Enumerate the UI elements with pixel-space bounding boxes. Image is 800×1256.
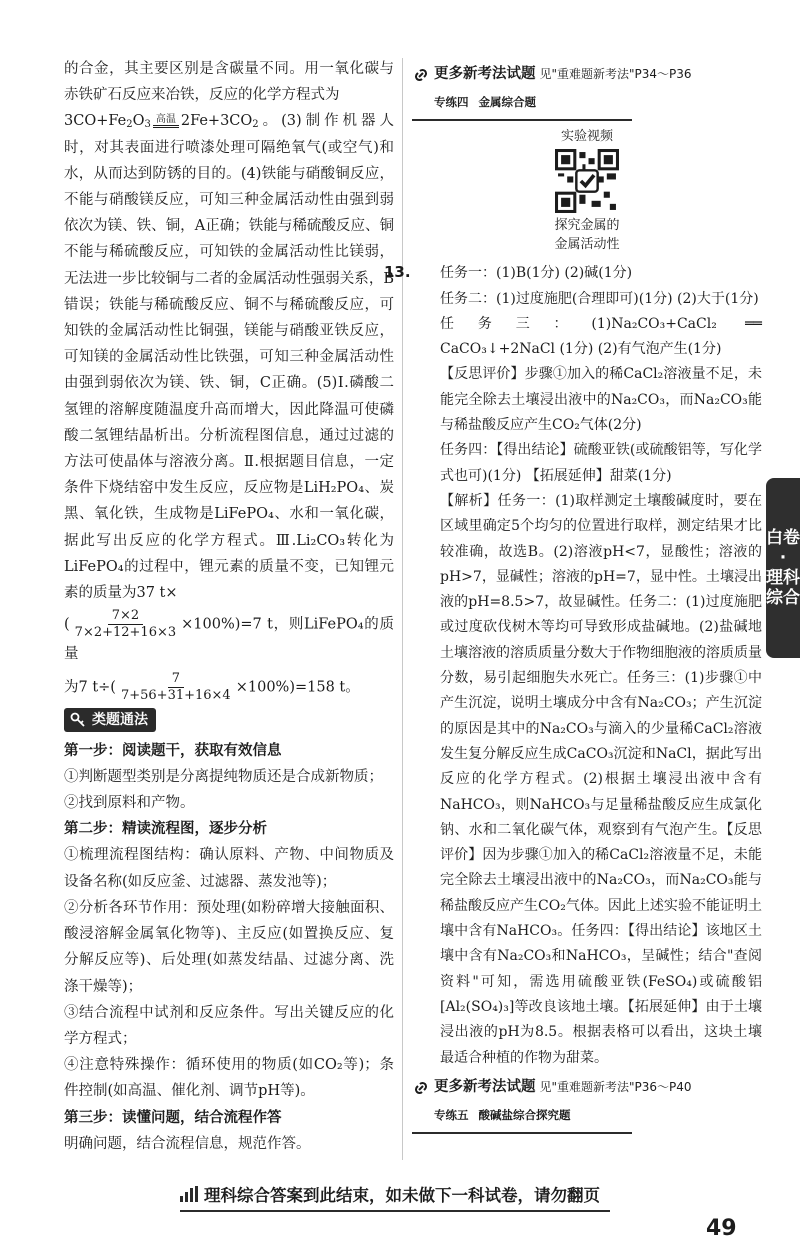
step-1-heading: 第一步：阅读题干，获取有效信息 [64, 742, 282, 759]
page-number: 49 [706, 1216, 737, 1241]
end-notice [180, 1180, 600, 1208]
more-sub-1-a: 专练四 [434, 95, 469, 109]
fraction-line-2 [64, 671, 394, 704]
frac1-tail: ×100%)=7 t，则LiFePO₄的质量 [64, 616, 394, 663]
side-tab-dot: · [779, 548, 787, 568]
question-13-task-4: 任务四：【得出结论】硫酸亚铁(或硫酸铝等，写化学式也可)(1分) 【拓展延伸】甜菜(1分) [440, 442, 762, 484]
fraction-2 [117, 671, 235, 704]
side-tab-line-1: 白卷 [766, 528, 800, 548]
more-sub-2-b: 酸碱盐综合探究题 [478, 1107, 571, 1122]
eq1-lhs-o: O [132, 113, 145, 130]
equation-and-explanation [64, 108, 394, 606]
signal-bars-icon [180, 1186, 198, 1202]
right-column [384, 62, 762, 1140]
step-2-item-c: ③结合流程中试剂和反应条件。写出关键反应的化学方程式； [64, 1004, 394, 1047]
more-questions-header-1 [412, 62, 762, 88]
frac2-denominator: 7+56+31+16×4 [120, 688, 231, 704]
step-2-item-a: ①梳理流程图结构：确认原料、产物、中间物质及设备名称(如反应釜、过滤器、蒸发池等)； [64, 847, 394, 890]
question-13-reflection: 【反思评价】步骤①加入的稀CaCl₂溶液量不足，未能完全除去土壤浸出液中的Na₂CO₃，而Na₂CO₃能与稀盐酸反应产生CO₂气体(2分) [440, 366, 762, 434]
left-paragraph-1: 的合金，其主要区别是含碳量不同。用一氧化碳与赤铁矿石反应来冶铁，反应的化学方程式为 [64, 61, 394, 104]
more-sub-1-b: 金属综合题 [478, 95, 536, 109]
qr-code-icon[interactable] [555, 149, 619, 213]
video-title: 实验视频 [560, 129, 613, 145]
step-2-item-d: ④注意特殊操作：循环使用的物质(如CO₂等)；条件控制(如高温、催化剂、调节pH等)。 [64, 1057, 394, 1100]
more-sub-2-a: 专练五 [434, 1107, 469, 1122]
key-icon [70, 712, 86, 728]
more-title-2: 更多新考法试题 [434, 1079, 536, 1096]
eq1-condition: 高温 [155, 113, 176, 125]
video-caption-2: 金属活动性 [554, 237, 620, 253]
eq1-rhs-sub: 2 [252, 119, 259, 131]
question-13-number: 13. [384, 263, 411, 282]
link-icon [412, 1079, 430, 1097]
more-title-1: 更多新考法试题 [434, 66, 536, 83]
fraction-1 [71, 608, 180, 641]
eq1-bar [153, 125, 179, 128]
link-icon [412, 66, 430, 84]
subject-side-tab [766, 478, 800, 658]
question-13-task-1 [384, 260, 762, 286]
more-sub-1 [412, 88, 632, 121]
frac1-denominator: 7×2+12+16×3 [74, 625, 177, 641]
more-ref-1: 见"重难题新考法"P34～P36 [539, 67, 692, 82]
step-2-heading: 第二步：精读流程图，逐步分析 [64, 821, 267, 838]
question-13-task-1-text: 任务一：(1)B(1分) (2)碱(1分) [440, 265, 633, 282]
frac2-pre: 为7 t÷( [64, 679, 116, 696]
footer-rule [180, 1210, 610, 1212]
more-sub-2 [412, 1101, 632, 1134]
left-column [64, 56, 394, 1157]
more-ref-2: 见"重难题新考法"P36～P40 [539, 1080, 692, 1095]
end-notice-text: 理科综合答案到此结束，如未做下一科试卷，请勿翻页 [204, 1186, 600, 1205]
step-1-item-b: ②找到原料和产物。 [64, 795, 195, 812]
method-label: 类题通法 [92, 712, 148, 729]
eq1-lhs: 3CO+Fe [64, 113, 127, 130]
step-3-heading: 第三步：读懂问题，结合流程作答 [64, 1109, 282, 1126]
side-tab-line-2: 理科综合 [766, 568, 800, 608]
column-divider [402, 58, 403, 1160]
fraction-line-1 [64, 608, 394, 667]
eq1-condition-arrow [153, 115, 179, 128]
question-13-task-3: 任务三：(1)Na₂CO₃+CaCl₂ ══ CaCO₃↓+2NaCl (1分) (2)有气泡产生(1分) [440, 315, 762, 358]
method-label-badge [64, 708, 156, 732]
frac1-open: ( [64, 616, 70, 633]
more-questions-header-2 [412, 1075, 762, 1101]
frac1-numerator: 7×2 [108, 608, 143, 625]
step-2-item-b: ②分析各环节作用：预处理(如粉碎增大接触面积、酸浸溶解金属氧化物等)、主反应(如置换反应、复分解反应等)、后处理(如蒸发结晶、过滤分离、洗涤干燥等)； [64, 899, 394, 995]
eq1-tail: 。(3)制作机器人时，对其表面进行喷漆处理可隔绝氧气(或空气)和水，从而达到防锈的目的。(4)铁能与硝酸铜反应，不能与硝酸镁反应，可知三种金属活动性由强到弱依次为镁、铁、铜，A正确；铁能与稀硫酸反应、铜不能与稀硫酸反应，可知铁的金属活动性比镁弱，无法进一步比较铜与二者的金属活动性强弱关系，B错误；铁能与稀硫酸反应、铜不与稀硫酸反应，可知铁的金属活动性比铜强，镁能与硝酸亚铁反应，可知镁的金属活动性比铁强，可知三种金属活动性由强到弱依次为镁、铁、铜，C正确。(5)Ⅰ.磷酸二氢锂的溶解度随温度升高而增大，因此降温可使磷酸二氢锂结晶析出。分析流程图信息，通过过滤的方法可使晶体与溶液分离。Ⅱ.根据题目信息，一定条件下烧结窑中发生反应，反应物是LiH₂PO₄、炭黑、氧化铁，生成物是LiFePO₄、水和一氧化碳，据此写出反应的化学方程式。Ⅲ.Li₂CO₃转化为LiFePO₄的过程中，锂元素的质量不变，已知锂元素的质量为37 t× [64, 113, 394, 602]
eq1-lhs-sub: 2 [126, 119, 133, 131]
step-3-item-a: 明确问题，结合流程信息，规范作答。 [64, 1135, 311, 1152]
experiment-video-card[interactable] [412, 127, 762, 254]
frac2-numerator: 7 [168, 671, 184, 688]
frac2-tail: ×100%)=158 t。 [235, 679, 360, 696]
video-caption-1: 探究金属的 [554, 218, 620, 234]
question-13-task-2: 任务二：(1)过度施肥(合理即可)(1分) (2)大于(1分) [440, 290, 759, 307]
step-1-item-a: ①判断题型类别是分离提纯物质还是合成新物质； [64, 768, 383, 785]
eq1-lhs-sub2: 3 [144, 119, 151, 131]
question-13-analysis: 【解析】任务一：(1)取样测定土壤酸碱度时，要在区域里确定5个均匀的位置进行取样，测定结果才比较准确，故选B。(2)溶液pH<7，显酸性；溶液的pH>7，显碱性；溶液的pH=7，显中性。土壤浸出液的pH=8.5>7，故显碱性。任务二：(1)过度施肥或过度砍伐树木等均可导致形成盐碱地。(2)盐碱地土壤溶液的溶质质量分数大于作物细胞液的溶质质量分数，易引起细胞失水死亡。任务三：(1)步骤①中产生沉淀，说明土壤成分中含有Na₂CO₃；产生沉淀的原因是其中的Na₂CO₃与滴入的少量稀CaCl₂溶液发生复分解反应生成CaCO₃沉淀和NaCl，据此写出反应的化学方程式。(2)根据土壤浸出液中含有NaHCO₃，则NaHCO₃与足量稀盐酸反应生成氯化钠、水和二氧化碳气体，观察到有气泡产生。【反思评价】因为步骤①加入的稀CaCl₂溶液量不足，未能完全除去土壤浸出液中的Na₂CO₃，而Na₂CO₃能与稀盐酸反应产生CO₂气体。因此上述实验不能证明土壤中含有NaHCO₃。任务四：【得出结论】该地区土壤中含有Na₂CO₃和NaHCO₃，呈碱性；结合"查阅资料"可知，需选用硫酸亚铁(FeSO₄)或硫酸铝[Al₂(SO₄)₃]等改良该地土壤。【拓展延伸】由于土壤浸出液的pH为8.5。根据表格可以看出，这块土壤最适合种植的作物为甜菜。 [440, 492, 762, 1066]
eq1-rhs: 2Fe+3CO [180, 113, 253, 130]
